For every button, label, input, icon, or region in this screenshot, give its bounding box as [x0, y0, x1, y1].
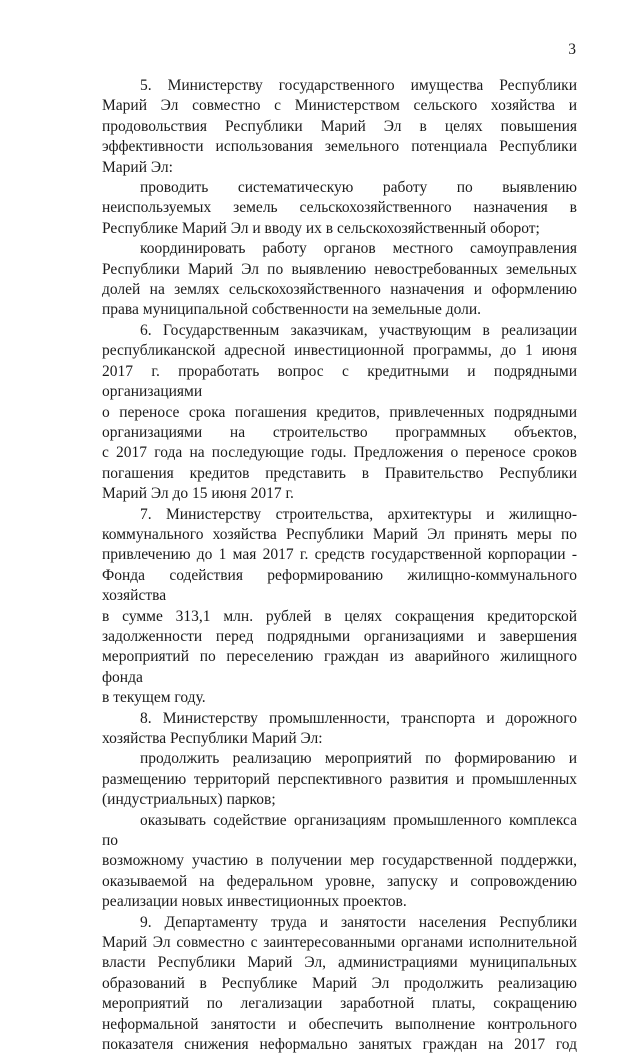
paragraph-line: мероприятий по легализации заработной платы, сокращению: [102, 995, 577, 1013]
paragraph-line: организациями на строительство программных объектов,: [102, 423, 577, 441]
paragraph-line: 2017 г. проработать вопрос с кредитными и подрядными организациями: [102, 362, 577, 401]
document-body: [102, 76, 577, 1056]
paragraph-line: власти Республики Марий Эл, администрациями муниципальных: [102, 954, 577, 972]
paragraph-line: права муниципальной собственности на земельные доли.: [102, 301, 482, 319]
paragraph-line: в сумме 313,1 млн. рублей в целях сокращения кредиторской: [102, 607, 577, 625]
paragraph-first-line: 7. Министерству строительства, архитектуры и жилищно-: [140, 505, 577, 523]
paragraph-line: Республике Марий Эл и вводу их в сельскохозяйственный оборот;: [102, 219, 540, 237]
paragraph-line: возможному участию в получении мер государственной поддержки,: [102, 852, 577, 870]
paragraph-line: Республики Марий Эл по выявлению невостребованных земельных: [102, 260, 577, 278]
paragraph-line: о переносе срока погашения кредитов, привлеченных подрядными: [102, 403, 577, 421]
paragraph-line: хозяйства Республики Марий Эл:: [102, 730, 323, 747]
paragraph-first-line: проводить систематическую работу по выявлению: [140, 179, 577, 197]
paragraph-line: задолженности перед подрядными организациями и завершения: [102, 627, 577, 645]
paragraph-line: погашения кредитов представить в Правительство Республики: [102, 464, 577, 482]
paragraph-line: неформальной занятости и обеспечить выполнение контрольного: [102, 1015, 577, 1033]
paragraph-line: коммунального хозяйства Республики Марий Эл принять меры по: [102, 525, 577, 543]
paragraph-line: показателя снижения неформально занятых граждан на 2017 год: [102, 1036, 577, 1054]
paragraph-line: привлечению до 1 мая 2017 г. средств государственной корпорации -: [102, 546, 577, 564]
paragraph-first-line: 5. Министерству государственного имущества Республики: [140, 77, 577, 94]
paragraph-line: в текущем году.: [102, 689, 206, 707]
paragraph-line: продовольствия Республики Марий Эл в целях повышения: [102, 117, 577, 135]
paragraph-line: эффективности использования земельного потенциала Республики: [102, 138, 577, 156]
paragraph-line: мероприятий по переселению граждан из аварийного жилищного фонда: [102, 648, 577, 686]
paragraph-line: (индустриальных) парков;: [102, 791, 276, 809]
paragraph-line: Марий Эл:: [102, 158, 173, 176]
paragraph-line: долей на землях сельскохозяйственного назначения и оформлению: [102, 281, 577, 299]
paragraph-line: размещению территорий перспективного развития и промышленных: [102, 770, 577, 788]
paragraph-line: реализации новых инвестиционных проектов.: [102, 893, 407, 911]
paragraph-line: образований в Республике Марий Эл продолжить реализацию: [102, 974, 577, 992]
paragraph-first-line: 9. Департаменту труда и занятости населения Республики: [140, 913, 577, 931]
paragraph-first-line: координировать работу органов местного самоуправления: [140, 240, 577, 258]
paragraph-first-line: 6. Государственным заказчикам, участвующим в реализации: [140, 321, 577, 339]
paragraph-line: Марий Эл совместно с заинтересованными органами исполнительной: [102, 934, 577, 952]
paragraph-line: Марий Эл до 15 июня 2017 г.: [102, 485, 294, 503]
paragraph-line: оказываемой на федеральном уровне, запуску и сопровождению: [102, 872, 577, 890]
paragraph-line: неиспользуемых земель сельскохозяйственного назначения в: [102, 199, 577, 217]
paragraph-line: Фонда содействия реформированию жилищно-коммунального хозяйства: [102, 566, 577, 605]
paragraph-line: Марий Эл совместно с Министерством сельского хозяйства и: [102, 97, 577, 115]
page-number: 3: [568, 41, 576, 58]
paragraph-line: с 2017 года на последующие годы. Предложения о переносе сроков: [102, 444, 577, 462]
paragraph-first-line: оказывать содействие организациям промышленного комплекса по: [102, 811, 577, 850]
paragraph-line: республиканской адресной инвестиционной программы, до 1 июня: [102, 342, 577, 360]
paragraph-first-line: 8. Министерству промышленности, транспорта и дорожного: [140, 709, 577, 727]
paragraph-first-line: продолжить реализацию мероприятий по формированию и: [140, 750, 577, 768]
